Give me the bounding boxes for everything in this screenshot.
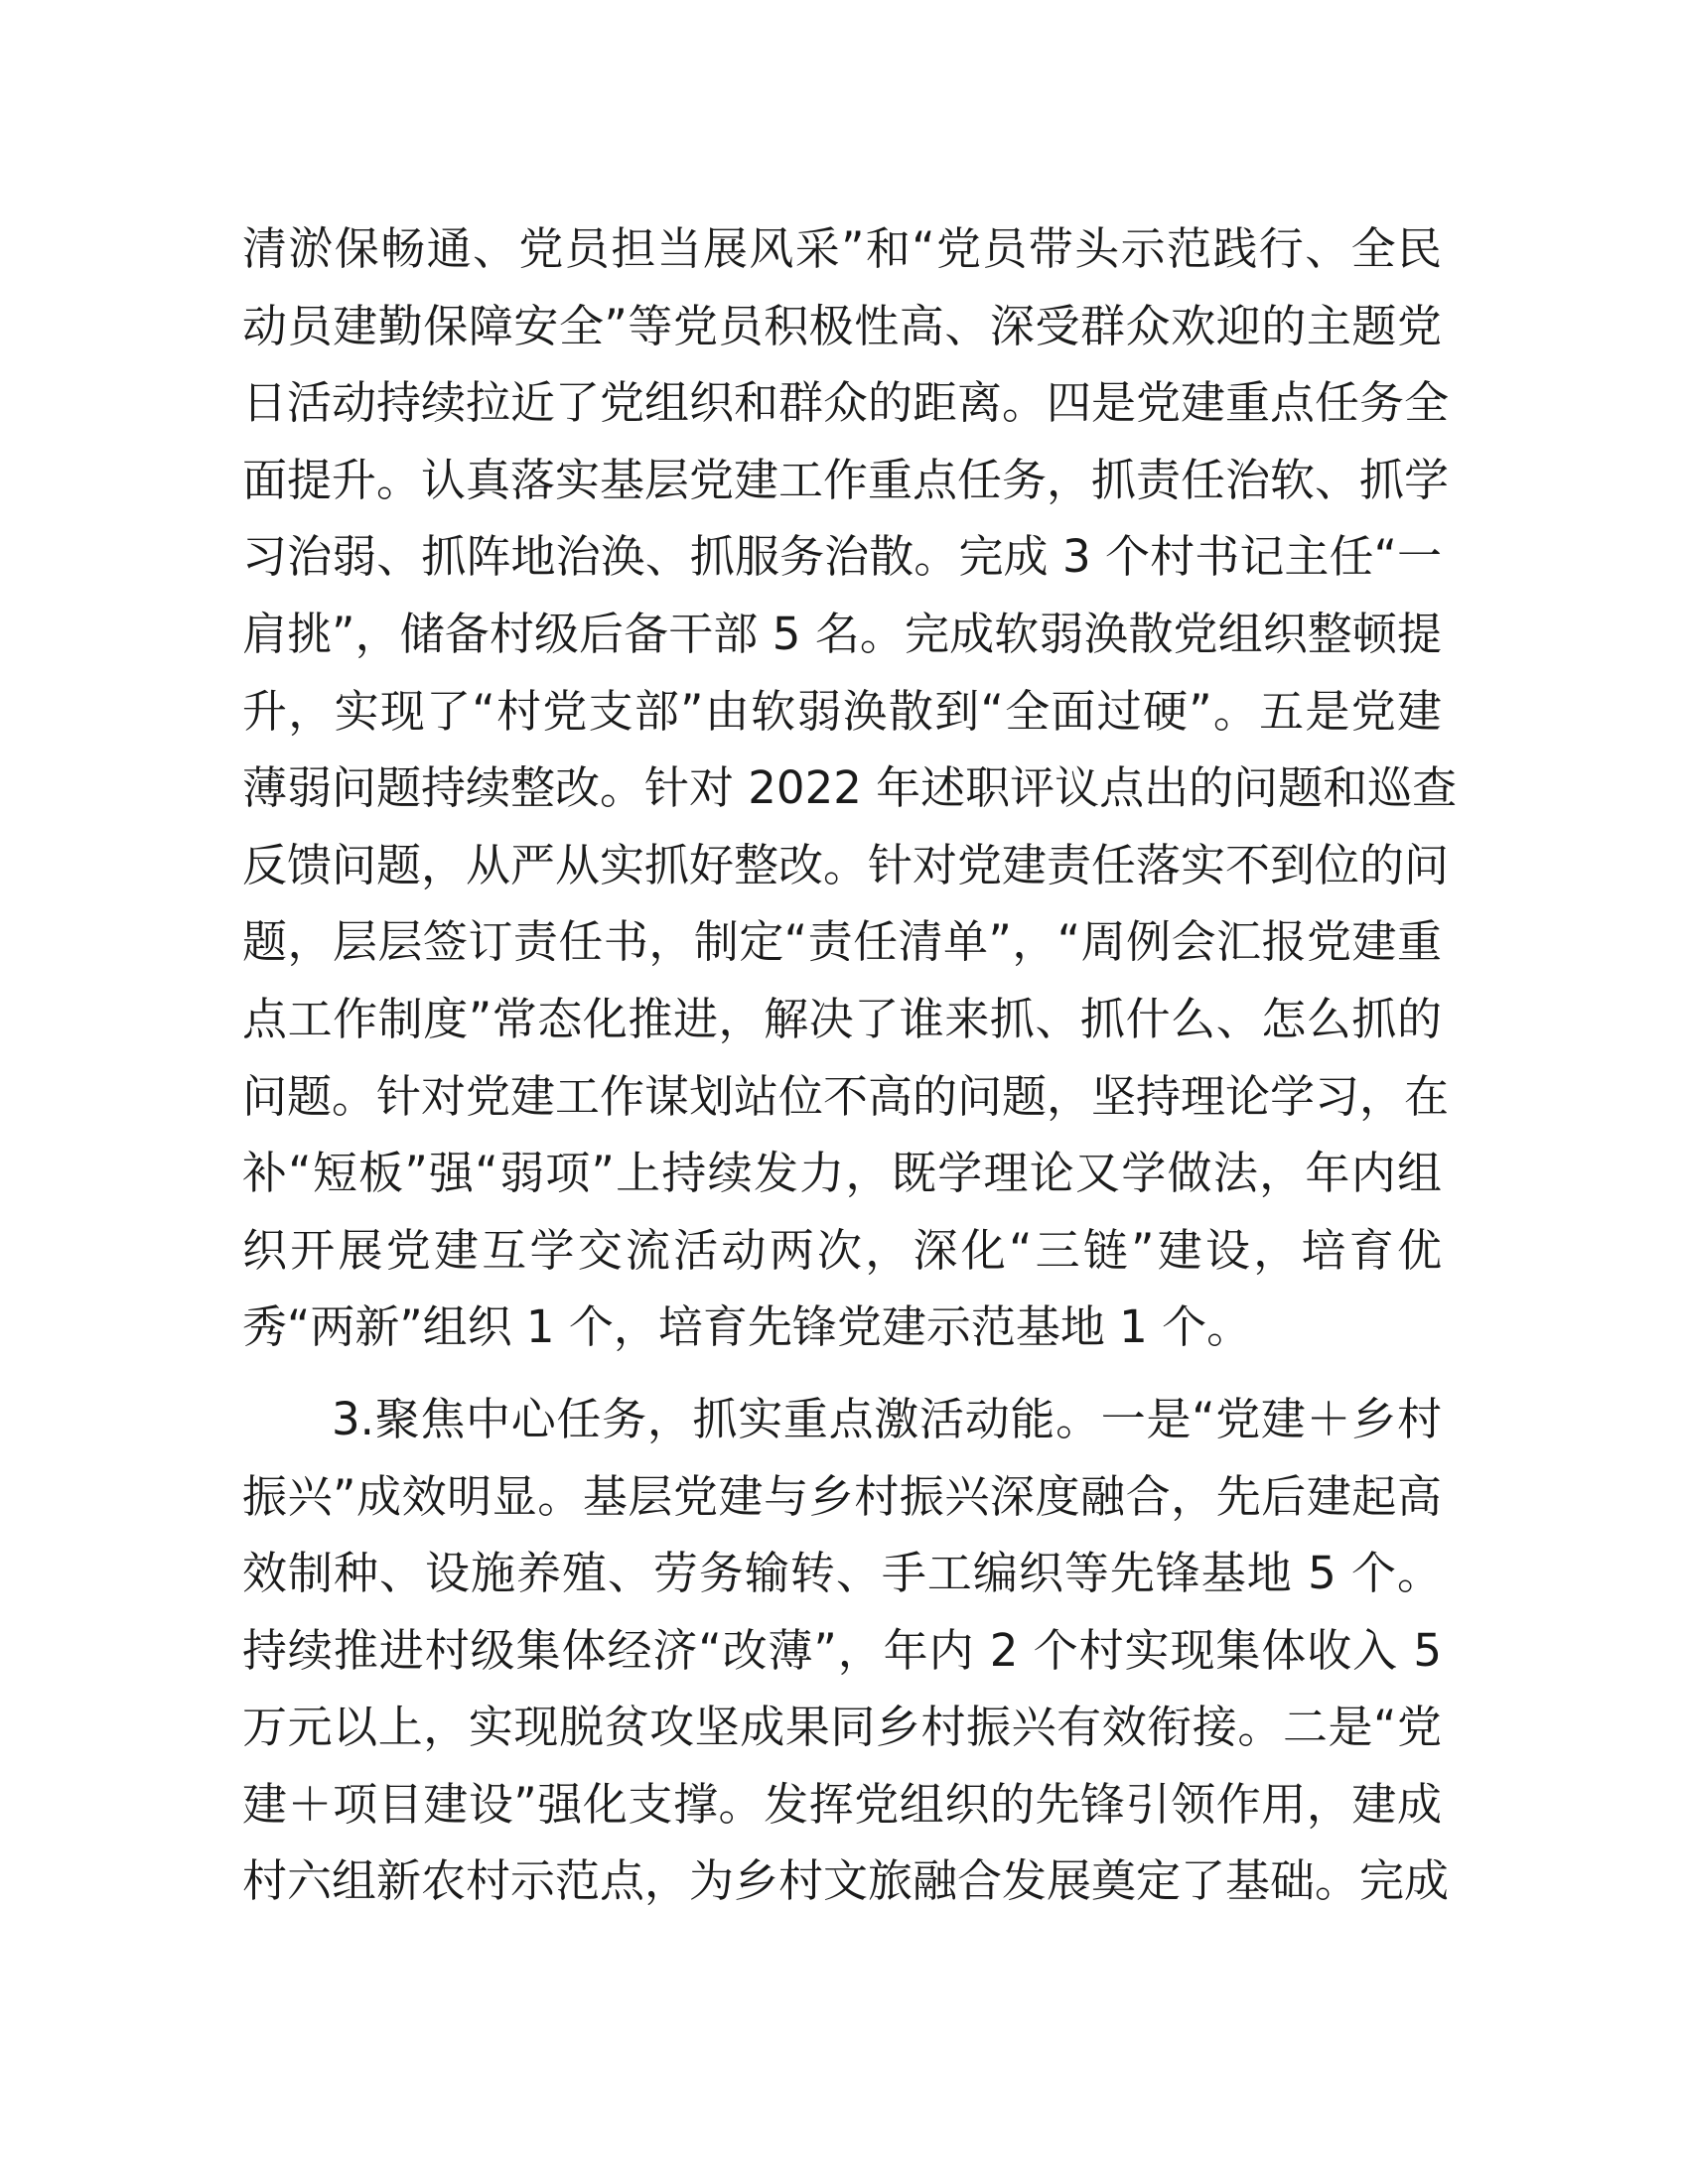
document-body <box>242 210 1458 1920</box>
text-line: 织开展党建互学交流活动两次，深化“三链”建设，培育优 <box>242 1223 1442 1277</box>
text-line: 升，实现了“村党支部”由软弱涣散到“全面过硬”。五是党建 <box>242 684 1442 738</box>
text-line: 3.聚焦中心任务，抓实重点激活动能。一是“党建＋乡村 <box>332 1392 1442 1445</box>
text-line: 习治弱、抓阵地治涣、抓服务治散。完成 3 个村书记主任“一 <box>242 530 1442 584</box>
text-line: 效制种、设施养殖、劳务输转、手工编织等先锋基地 5 个。 <box>242 1547 1442 1600</box>
text-line: 肩挑”，储备村级后备干部 5 名。完成软弱涣散党组织整顿提 <box>242 607 1442 660</box>
text-line: 建＋项目建设”强化支撑。发挥党组织的先锋引领作用，建成 <box>242 1777 1442 1831</box>
text-line: 薄弱问题持续整改。针对 2022 年述职评议点出的问题和巡查 <box>242 761 1458 815</box>
text-line: 清淤保畅通、党员担当展风采”和“党员带头示范践行、全民 <box>242 222 1442 275</box>
paragraph-2 <box>242 1381 1450 1920</box>
text-line: 日活动持续拉近了党组织和群众的距离。四是党建重点任务全 <box>242 376 1450 430</box>
text-line: 补“短板”强“弱项”上持续发力，既学理论又学做法，年内组 <box>242 1147 1442 1200</box>
text-line: 万元以上，实现脱贫攻坚成果同乡村振兴有效衔接。二是“党 <box>242 1701 1442 1754</box>
paragraph-spacer <box>242 1366 1442 1381</box>
text-line: 面提升。认真落实基层党建工作重点任务，抓责任治软、抓学 <box>242 453 1450 506</box>
paragraph-1 <box>242 210 1458 1366</box>
text-line: 点工作制度”常态化推进，解决了谁来抓、抓什么、怎么抓的 <box>242 992 1442 1045</box>
text-line: 秀“两新”组织 1 个，培育先锋党建示范基地 1 个。 <box>242 1300 1252 1354</box>
text-line: 问题。针对党建工作谋划站位不高的问题，坚持理论学习，在 <box>242 1069 1450 1123</box>
text-line: 振兴”成效明显。基层党建与乡村振兴深度融合，先后建起高 <box>242 1469 1442 1523</box>
text-line: 村六组新农村示范点，为乡村文旅融合发展奠定了基础。完成 <box>242 1854 1450 1908</box>
text-line: 题，层层签订责任书，制定“责任清单”，“周例会汇报党建重 <box>242 915 1442 969</box>
text-line: 反馈问题，从严从实抓好整改。针对党建责任落实不到位的问 <box>242 838 1450 891</box>
text-line: 动员建勤保障安全”等党员积极性高、深受群众欢迎的主题党 <box>242 299 1442 352</box>
text-line: 持续推进村级集体经济“改薄”，年内 2 个村实现集体收入 5 <box>242 1623 1442 1677</box>
